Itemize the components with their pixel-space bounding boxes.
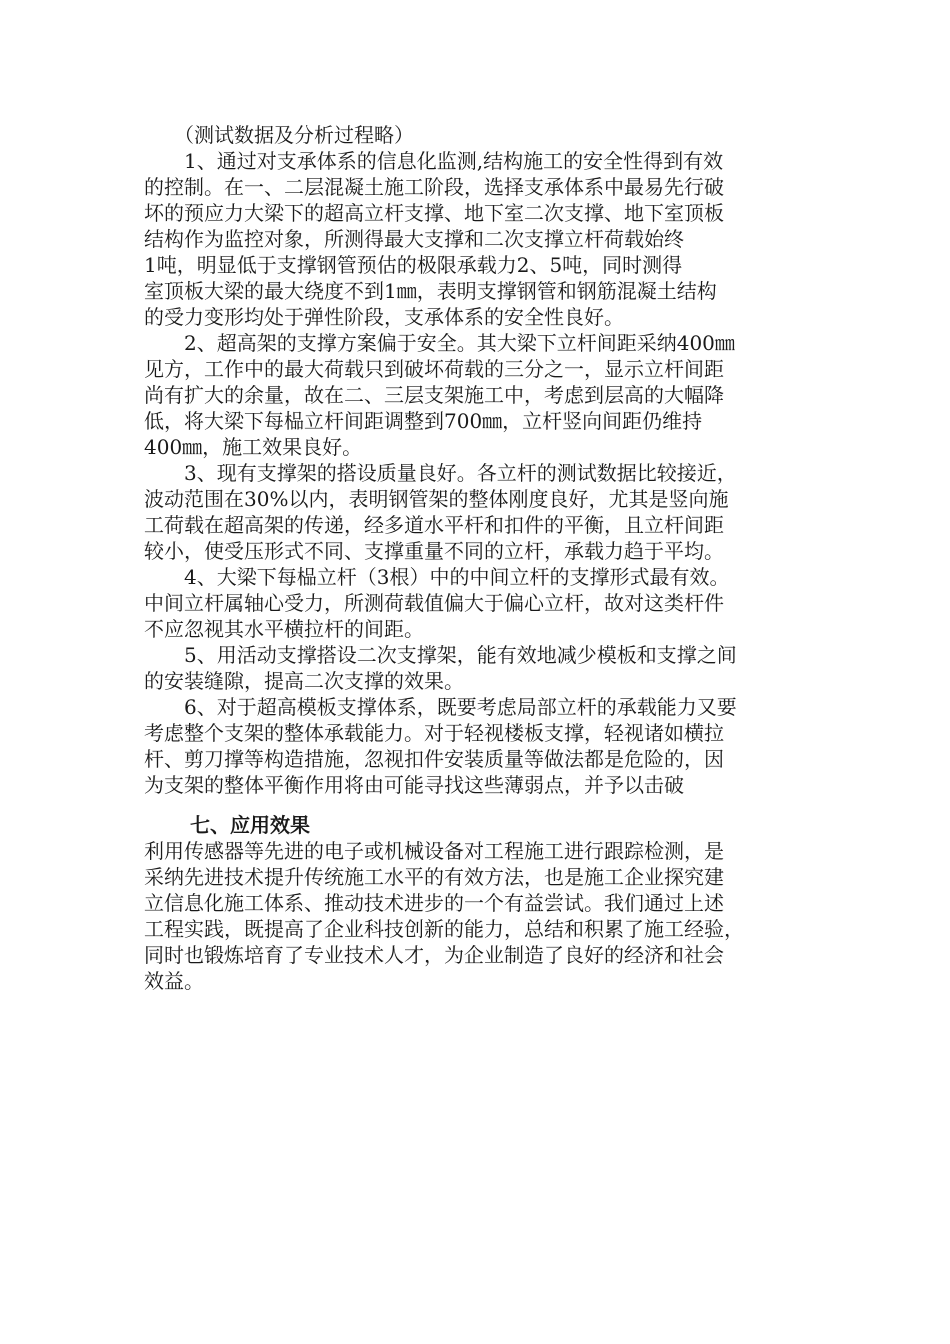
text-line: 400㎜，施工效果良好。 <box>144 435 363 459</box>
text-line: 6、对于超高模板支撑体系，既要考虑局部立杆的承载能力又要 <box>144 695 737 719</box>
text-line: 室顶板大梁的最大绕度不到1㎜，表明支撑钢管和钢筋混凝土结构 <box>144 279 717 303</box>
text-line: 波动范围在30%以内，表明钢管架的整体刚度良好，尤其是竖向施 <box>144 487 729 511</box>
text-line: 1吨，明显低于支撑钢管预估的极限承载力2、5吨，同时测得 <box>144 253 683 277</box>
text-line: 同时也锻炼培育了专业技术人才，为企业制造了良好的经济和社会 <box>144 943 724 967</box>
text-line: 坏的预应力大梁下的超高立杆支撑、地下室二次支撑、地下室顶板 <box>144 201 724 225</box>
text-line: 低，将大梁下每榀立杆间距调整到700㎜，立杆竖向间距仍维持 <box>144 409 703 433</box>
text-line: 效益。 <box>144 969 204 993</box>
text-line: 5、用活动支撑搭设二次支撑架，能有效地减少模板和支撑之间 <box>144 643 737 667</box>
text-line: 结构作为监控对象，所测得最大支撑和二次支撑立杆荷载始终 <box>144 227 684 251</box>
text-line: 采纳先进技术提升传统施工水平的有效方法，也是施工企业探究建 <box>144 865 724 889</box>
analysis-text-block <box>144 122 796 797</box>
section-body <box>144 838 824 998</box>
text-line: 的控制。在一、二层混凝土施工阶段，选择支承体系中最易先行破 <box>144 175 724 199</box>
text-line: 考虑整个支架的整体承载能力。对于轻视楼板支撑，轻视诸如横拉 <box>144 721 724 745</box>
text-line: 2、超高架的支撑方案偏于安全。其大梁下立杆间距采纳400㎜ <box>144 331 735 355</box>
text-line: 尚有扩大的余量，故在二、三层支架施工中，考虑到层高的大幅降 <box>144 383 724 407</box>
text-line: 不应忽视其水平横拉杆的间距。 <box>144 617 424 641</box>
text-line: 利用传感器等先进的电子或机械设备对工程施工进行跟踪检测，是 <box>144 839 724 863</box>
text-line: 工程实践，既提高了企业科技创新的能力，总结和积累了施工经验， <box>144 917 744 941</box>
section-heading: 七、应用效果 <box>190 813 310 837</box>
text-line: 见方，工作中的最大荷载只到破坏荷载的三分之一，显示立杆间距 <box>144 357 724 381</box>
text-line: 的安装缝隙，提高二次支撑的效果。 <box>144 669 464 693</box>
text-line: 工荷载在超高架的传递，经多道水平杆和扣件的平衡，且立杆间距 <box>144 513 724 537</box>
text-line: （测试数据及分析过程略） <box>144 123 414 147</box>
text-line: 为支架的整体平衡作用将由可能寻找这些薄弱点，并予以击破 <box>144 773 684 797</box>
text-line: 3、现有支撑架的搭设质量良好。各立杆的测试数据比较接近， <box>144 461 737 485</box>
text-line: 的受力变形均处于弹性阶段，支承体系的安全性良好。 <box>144 305 624 329</box>
text-line: 1、通过对支承体系的信息化监测,结构施工的安全性得到有效 <box>144 149 724 173</box>
text-line: 立信息化施工体系、推动技术进步的一个有益尝试。我们通过上述 <box>144 891 724 915</box>
text-line: 4、大梁下每榀立杆（3根）中的中间立杆的支撑形式最有效。 <box>144 565 730 589</box>
text-line: 中间立杆属轴心受力，所测荷载值偏大于偏心立杆，故对这类杆件 <box>144 591 724 615</box>
text-line: 较小，使受压形式不同、支撑重量不同的立杆，承载力趋于平均。 <box>144 539 724 563</box>
text-line: 杆、剪刀撑等构造措施，忽视扣件安装质量等做法都是危险的，因 <box>144 747 724 771</box>
